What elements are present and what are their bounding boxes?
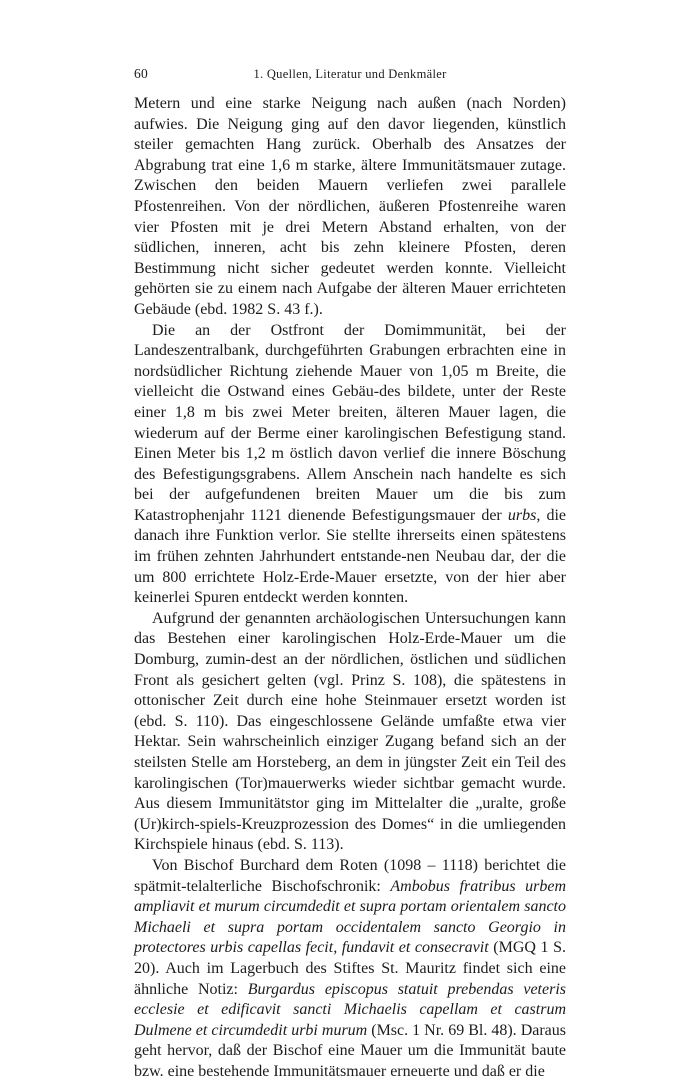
page-number: 60	[134, 66, 149, 81]
paragraph-text: Die an der Ostfront der Domimmunität, bei der Landeszentralbank, durchgeführten Grabungen erbrachten eine in nordsüdlicher Richtung ziehende Mauer von 1,05 m Breite, die vielleicht die Ostwand eines Gebäu-des bildete, unter der Reste einer 1,8 m bis zwei Meter breiten, älteren Mauer lagen, die wiederum auf der Berme einer karolingischen Befestigung stand. Einen Meter bis 1,2 m östlich davon verlief die innere Böschung des Befestigungsgrabens. Allem Anschein nach handelte es sich bei der aufgefundenen breiten Mauer um die bis zum Katastrophenjahr 1121 dienende Befestigungsmauer der	[134, 321, 566, 524]
page-header	[134, 66, 566, 86]
paragraph-text: (MGQ 1 S. 20). Auch im Lagerbuch des Stiftes St. Mauritz findet sich eine ähnliche Notiz:	[134, 939, 567, 998]
paragraph	[134, 856, 566, 1083]
paragraph-text: Von Bischof Burchard dem Roten (1098 – 1118) berichtet die spätmit-telalterliche Bischofschronik:	[134, 856, 566, 895]
latin-quotation: Burgardus episcopus statuit prebendas veteris ecclesie et edificavit sancti Michaelis capellam et castrum Dulmene et circumdedit urbi murum	[134, 980, 566, 1039]
paragraph-text: Aufgrund der genannten archäologischen Untersuchungen kann das Bestehen einer karolingischen Holz-Erde-Mauer um die Domburg, zumin-dest an der nördlichen, östlichen und südlichen Front als gesichert gelten (vgl. Prinz S. 108), die spätestens in ottonischer Zeit durch eine hohe Steinmauer ersetzt worden ist (ebd. S. 110). Das eingeschlossene Gelände umfaßte etwa vier Hektar. Sein wahrscheinlich einziger Zugang befand sich an der steilsten Stelle am Horsteberg, an dem in jüngster Zeit ein Teil des karolingischen (Tor)mauerwerks wieder sichtbar gemacht wurde. Aus diesem Immunitätstor ging im Mittelalter die „uralte, große (Ur)kirch-spiels-Kreuzprozession des Domes“ in die umliegenden Kirchspiele hinaus (ebd. S. 113).	[134, 609, 566, 854]
body-text	[134, 94, 566, 1083]
paragraph-text: Metern und eine starke Neigung nach außen (nach Norden) aufwies. Die Neigung ging auf den davor liegenden, künstlich steiler gemachten Hang zurück. Oberhalb des Ansatzes der Abgrabung trat eine 1,6 m starke, ältere Immunitätsmauer zutage. Zwischen den beiden Mauern verliefen zwei parallele Pfostenreihen. Von der nördlichen, äußeren Pfostenreihe waren vier Pfosten mit je drei Metern Abstand erhalten, von der südlichen, inneren, acht bis zehn kleinere Pfosten, deren Bestimmung nicht sicher gedeutet werden konnte. Vielleicht gehörten sie zu einem nach Aufgabe der älteren Mauer errichteten Gebäude (ebd. 1982 S. 43 f.).	[134, 95, 566, 318]
paragraph	[134, 609, 566, 856]
paragraph	[134, 94, 566, 321]
running-title: 1. Quellen, Literatur und Denkmäler	[253, 67, 447, 81]
paragraph-text: (Msc. 1 Nr. 69 Bl. 48). Daraus geht hervor, daß der Bischof eine Mauer um die Immunität baute bzw. eine bestehende Immunitätsmauer erneuerte und daß er die	[134, 1021, 567, 1080]
paragraph-text: , die danach ihre Funktion verlor. Sie stellte ihrerseits einen spätestens im frühen zehnten Jahrhundert entstande-nen Neubau dar, der die um 800 errichtete Holz-Erde-Mauer ersetzte, von der hier aber keinerlei Spuren entdeckt werden konnten.	[134, 506, 566, 607]
latin-quotation: Ambobus fratribus urbem ampliavit et murum circumdedit et supra portam orientalem sancto Michaeli et supra portam occidentalem sancto Georgio in protectores urbis capellas fecit, fundavit et consecravit	[134, 877, 566, 957]
paragraph	[134, 321, 566, 609]
italic-term: urbs	[507, 506, 537, 524]
